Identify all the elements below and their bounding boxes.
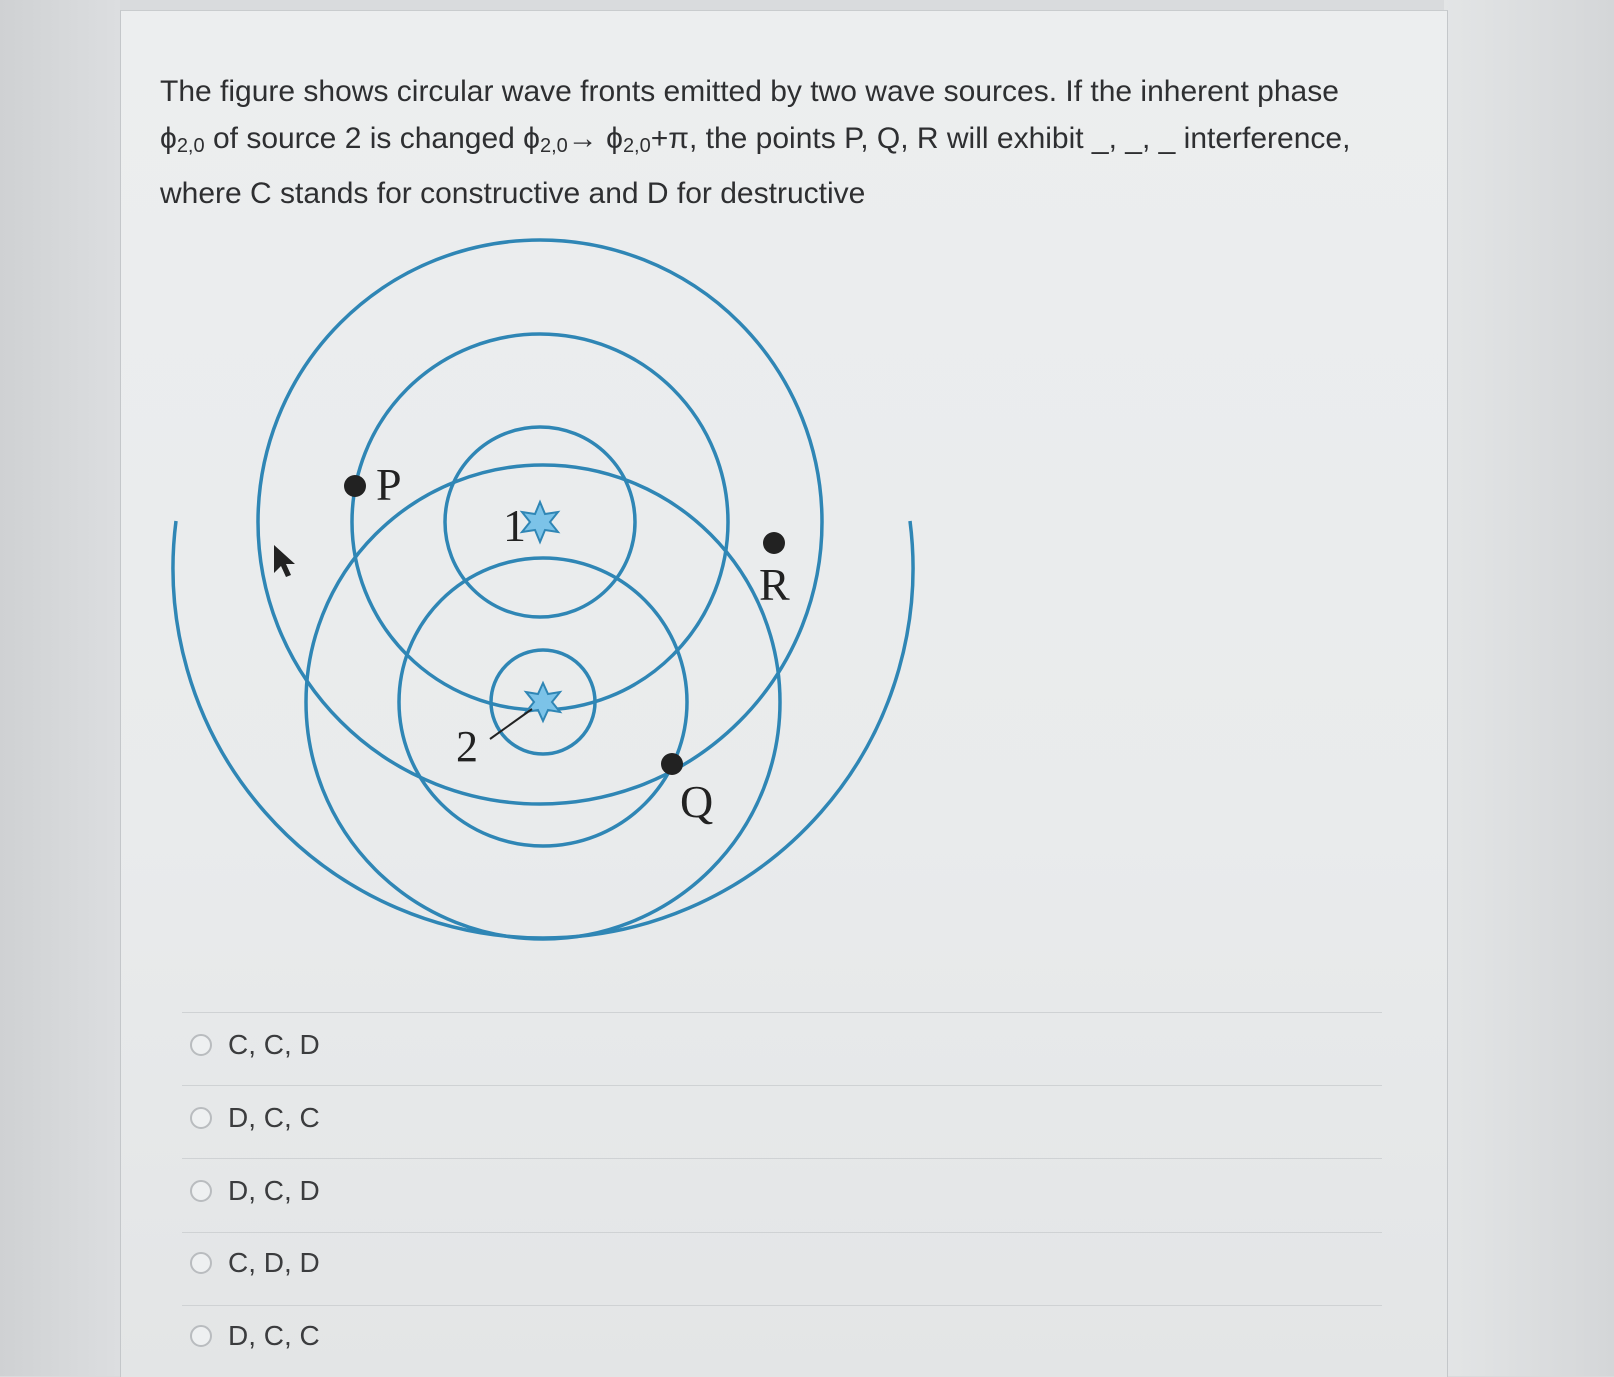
arrow-symbol: →	[567, 122, 607, 155]
option-3[interactable]	[190, 1171, 320, 1211]
phase-symbol-old: $\phi_{2,0}$	[523, 122, 568, 157]
point-P	[344, 475, 366, 497]
phase-symbol-new: $\phi_{2,0}$	[606, 122, 651, 157]
question-line-2a: of source 2 is changed	[204, 122, 524, 155]
screen-background-left	[0, 0, 120, 1376]
divider	[182, 1085, 1382, 1086]
option-2[interactable]	[190, 1098, 320, 1138]
option-1[interactable]	[190, 1025, 320, 1065]
divider	[182, 1305, 1382, 1306]
option-4-radio[interactable]	[190, 1252, 212, 1274]
source-2-star-icon	[526, 683, 560, 721]
source2-wavefront-4	[173, 521, 913, 938]
source-2-label: 2	[456, 722, 478, 771]
point-Q-label: Q	[680, 776, 714, 827]
option-4[interactable]	[190, 1243, 320, 1283]
screen-background-right	[1444, 0, 1614, 1376]
option-5-radio[interactable]	[190, 1325, 212, 1347]
point-R	[763, 532, 785, 554]
option-3-label: D, C, D	[228, 1175, 320, 1206]
divider	[182, 1232, 1382, 1233]
option-4-label: C, D, D	[228, 1247, 320, 1278]
question-line-3: where C stands for constructive and D for destructive	[160, 177, 866, 210]
option-3-radio[interactable]	[190, 1180, 212, 1202]
option-1-radio[interactable]	[190, 1034, 212, 1056]
option-5-label: D, C, C	[228, 1320, 320, 1351]
option-2-label: D, C, C	[228, 1102, 320, 1133]
divider	[182, 1012, 1382, 1013]
question-line-2b: +π, the points P, Q, R will exhibit _, _, _ interference,	[650, 122, 1351, 155]
option-2-radio[interactable]	[190, 1107, 212, 1129]
point-Q	[661, 753, 683, 775]
mouse-cursor-icon	[274, 545, 295, 577]
question-text	[160, 68, 1410, 217]
divider	[182, 1158, 1382, 1159]
wave-fronts-figure	[160, 225, 980, 995]
option-5[interactable]	[190, 1316, 320, 1356]
phase-symbol: $\phi_{2,0}$	[160, 122, 205, 157]
point-R-label: R	[759, 559, 790, 610]
source-1-label: 1	[503, 500, 526, 551]
point-P-label: P	[376, 459, 402, 510]
question-line-1: The figure shows circular wave fronts emitted by two wave sources. If the inherent phase	[160, 75, 1339, 108]
source-1-star-icon	[522, 502, 558, 542]
option-1-label: C, C, D	[228, 1029, 320, 1060]
